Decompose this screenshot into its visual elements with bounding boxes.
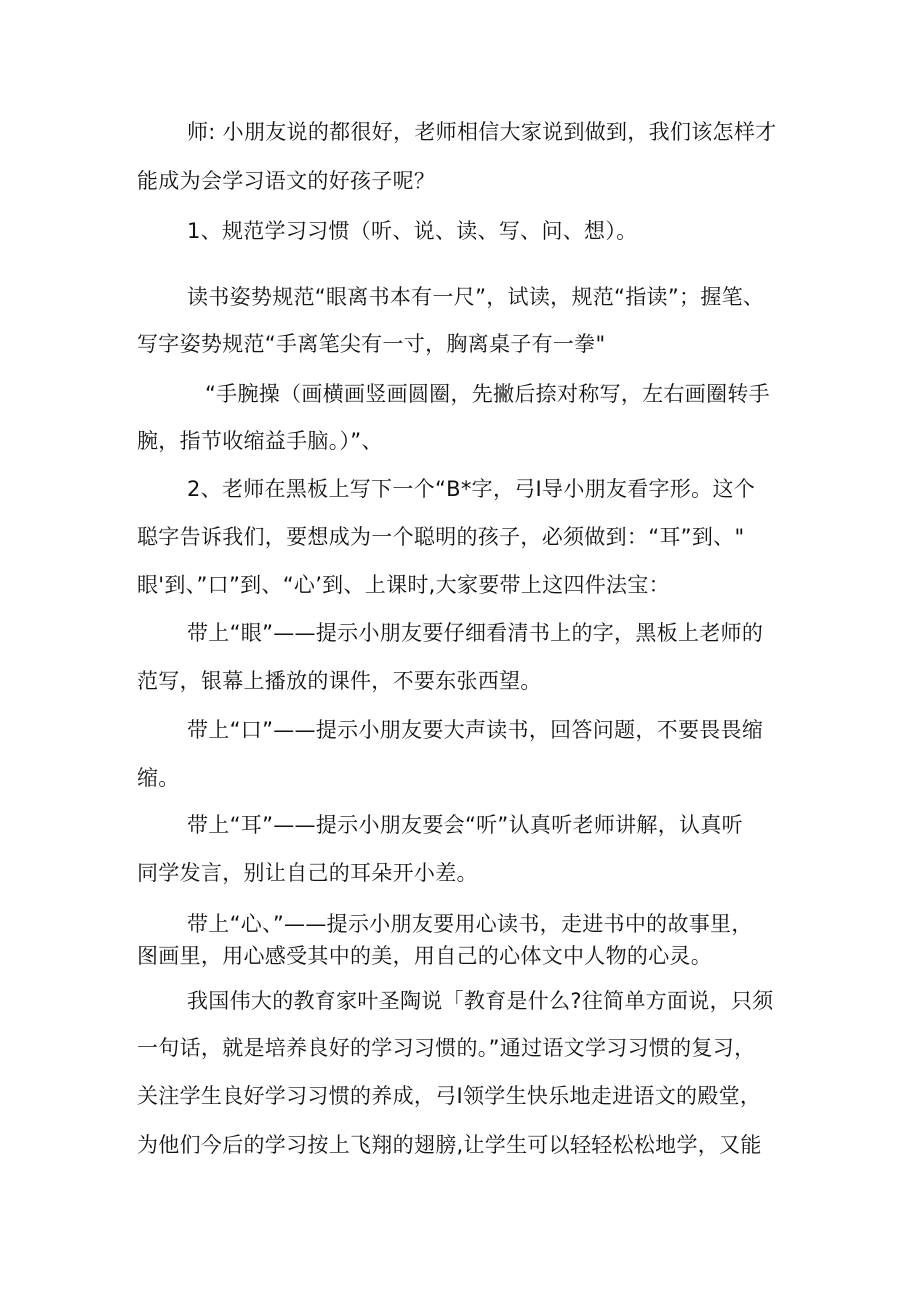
text-line: 缩。: [137, 766, 180, 790]
text-line: 师: 小朋友说的都很好，老师相信大家说到做到，我们该怎样才: [187, 120, 777, 144]
text-line: 腕，指节收缩益手脑。）”、: [137, 429, 383, 453]
text-line: 一句话，就是培养良好的学习习惯的。”通过语文学习习惯的复习，: [137, 1036, 756, 1060]
text-line: 为他们今后的学习按上飞翔的翅膀,让学生可以轻轻松松地学，又能: [137, 1133, 762, 1157]
text-line: 聪字告诉我们，要想成为一个聪明的孩子，必须做到：“耳”到、": [137, 525, 745, 549]
text-line: 关注学生良好学习习惯的养成，弓I领学生快乐地走进语文的殿堂，: [137, 1084, 762, 1108]
text-line: 写字姿势规范“手离笔尖有一寸，胸离桌子有一拳": [137, 332, 606, 356]
text-line: 2、老师在黑板上写下一个“B*字，弓I导小朋友看字形。这个: [187, 477, 756, 501]
text-line: 眼'到、”口”到、“心’到、上课时,大家要带上这四件法宝：: [137, 573, 670, 597]
text-line: 我国伟大的教育家叶圣陶说「教育是什么?往简单方面说，只须: [187, 989, 774, 1013]
text-line: 1、规范学习习惯（听、说、读、写、问、想）。: [187, 219, 638, 243]
text-line: “手腕操（画横画竖画圆圈，先撇后捺对称写，左右画圈转手: [205, 382, 770, 406]
text-line: 带上“耳”——提示小朋友要会“听”认真听老师讲解，认真听: [187, 813, 743, 837]
text-line: 带上“眼”——提示小朋友要仔细看清书上的字，黑板上老师的: [187, 621, 764, 645]
text-line: 范写，银幕上播放的课件，不要东张西望。: [137, 669, 542, 693]
text-line: 读书姿势规范“眼离书本有一尺”，试读，规范“指读”；握笔、: [187, 285, 765, 309]
text-line: 能成为会学习语文的好孩子呢？: [137, 169, 436, 193]
text-line: 带上“心、”——提示小朋友要用心读书，走进书中的故事里，: [187, 912, 753, 936]
text-line: 图画里，用心感受其中的美，用自己的心体文中人物的心灵。: [137, 944, 713, 968]
text-line: 带上“口”——提示小朋友要大声读书，回答问题，不要畏畏缩: [187, 718, 764, 742]
text-line: 同学发言，别让自己的耳朵开小差。: [137, 861, 478, 885]
